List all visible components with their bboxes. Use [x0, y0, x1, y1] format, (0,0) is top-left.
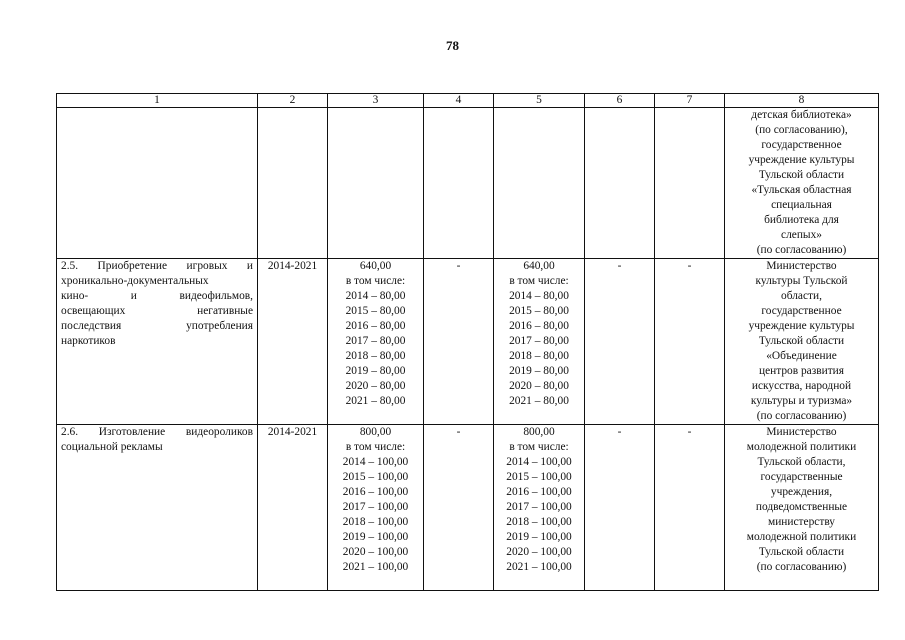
- cell-text-line: 2021 – 80,00: [509, 395, 569, 407]
- page-number: 78: [446, 38, 459, 53]
- cell-col-8: [725, 259, 879, 425]
- cell-text-line: 2020 – 80,00: [509, 380, 569, 392]
- cell-col-1: [57, 259, 258, 425]
- header-col-8: 8: [725, 94, 879, 108]
- cell-col-7: [655, 108, 725, 259]
- cell-col-1: [57, 425, 258, 591]
- cell-col-7: -: [655, 425, 725, 591]
- cell-text-line: 640,00: [359, 260, 392, 272]
- cell-text-line: 2014 – 100,00: [342, 456, 409, 468]
- cell-text-line: 2019 – 100,00: [506, 531, 572, 543]
- cell-col-2: 2014-2021: [258, 425, 328, 591]
- cell-text-line: (по согласованию): [756, 410, 847, 422]
- cell-text-line: слепых»: [781, 229, 822, 241]
- cell-text-line: Министерство: [766, 426, 837, 438]
- cell-word: и: [130, 290, 137, 302]
- cell-text-line: 2017 – 80,00: [345, 335, 406, 347]
- cell-text-line: 2019 – 80,00: [345, 365, 406, 377]
- cell-word: Приобретение: [97, 260, 168, 272]
- cell-text-line: учреждение культуры: [748, 154, 855, 166]
- cell-word: наркотиков: [61, 335, 116, 347]
- cell-col-1: [57, 108, 258, 259]
- cell-text-line: 640,00: [523, 260, 555, 272]
- header-col-4: 4: [424, 94, 494, 108]
- cell-text-line: [61, 259, 253, 274]
- header-col-2: 2: [258, 94, 328, 108]
- header-col-7: 7: [655, 94, 725, 108]
- cell-text-line: в том числе:: [509, 441, 569, 453]
- cell-text-line: центров развития: [758, 365, 845, 377]
- cell-word: кино-: [61, 290, 89, 302]
- cell-text-line: учреждения,: [770, 486, 833, 498]
- cell-text-line: [61, 274, 253, 289]
- cell-text-line: Тульской области: [758, 335, 845, 347]
- cell-col-5: [494, 425, 585, 591]
- cell-word: употребления: [186, 320, 253, 332]
- cell-text-line: министерству: [768, 516, 835, 528]
- cell-text-line: учреждение культуры: [748, 320, 855, 332]
- cell-text-line: Министерство: [766, 260, 837, 272]
- cell-col-3: [328, 259, 424, 425]
- cell-text-line: 2016 – 80,00: [509, 320, 569, 332]
- cell-text-line: специальная: [771, 199, 832, 211]
- cell-text-line: 2021 – 100,00: [342, 561, 409, 573]
- cell-text-line: [61, 304, 253, 319]
- cell-col-8: [725, 108, 879, 259]
- cell-text-line: 2018 – 80,00: [509, 350, 569, 362]
- cell-col-6: -: [585, 425, 655, 591]
- cell-text-line: 2019 – 100,00: [342, 531, 409, 543]
- cell-col-7: -: [655, 259, 725, 425]
- cell-word: негативные: [197, 305, 253, 317]
- cell-text-line: Тульской области: [758, 546, 845, 558]
- cell-text-line: [61, 319, 253, 334]
- cell-text-line: в том числе:: [345, 441, 406, 453]
- cell-word: 2.6.: [61, 426, 79, 438]
- cell-text-line: государственное: [761, 305, 842, 317]
- header-col-6: 6: [585, 94, 655, 108]
- cell-text-line: [61, 334, 253, 349]
- cell-text-line: 2015 – 100,00: [506, 471, 572, 483]
- table-header-row: [57, 94, 879, 108]
- cell-text-line: детская библиотека»: [751, 109, 852, 121]
- cell-col-6: [585, 108, 655, 259]
- cell-col-2: [258, 108, 328, 259]
- cell-col-3: [328, 108, 424, 259]
- cell-text-line: 800,00: [359, 426, 392, 438]
- cell-text-line: области,: [781, 290, 822, 302]
- cell-text-line: 2020 – 80,00: [345, 380, 406, 392]
- cell-text-line: Тульской области,: [757, 456, 846, 468]
- cell-word: и: [246, 260, 253, 272]
- cell-text-line: 2016 – 100,00: [342, 486, 409, 498]
- cell-text-line: 2017 – 100,00: [342, 501, 409, 513]
- header-col-1: 1: [57, 94, 258, 108]
- cell-text-line: [61, 440, 253, 455]
- cell-col-4: [424, 108, 494, 259]
- cell-word: Изготовление: [98, 426, 166, 438]
- header-col-5: 5: [494, 94, 585, 108]
- cell-text-line: (по согласованию): [756, 244, 847, 256]
- table-row: [57, 259, 879, 425]
- cell-text-line: библиотека для: [764, 214, 839, 226]
- cell-col-5: [494, 108, 585, 259]
- cell-text-line: 2020 – 100,00: [342, 546, 409, 558]
- cell-text-line: 800,00: [523, 426, 555, 438]
- cell-text-line: 2019 – 80,00: [509, 365, 569, 377]
- cell-text-line: культуры Тульской: [755, 275, 848, 287]
- cell-col-5: [494, 259, 585, 425]
- cell-text-line: 2021 – 100,00: [506, 561, 572, 573]
- cell-word: видеофильмов,: [179, 290, 253, 302]
- cell-text-line: молодежной политики: [746, 441, 857, 453]
- cell-col-6: -: [585, 259, 655, 425]
- cell-word: освещающих: [61, 305, 126, 317]
- cell-col-4: -: [424, 259, 494, 425]
- cell-text-line: 2017 – 80,00: [509, 335, 569, 347]
- cell-text-line: 2014 – 80,00: [509, 290, 569, 302]
- cell-word: последствия: [61, 320, 122, 332]
- cell-text-line: 2018 – 100,00: [342, 516, 409, 528]
- cell-text-line: искусства, народной: [751, 380, 852, 392]
- cell-text-line: «Тульская областная: [751, 184, 852, 196]
- cell-text-line: молодежной политики: [746, 531, 857, 543]
- cell-col-4: -: [424, 425, 494, 591]
- cell-text-line: (по согласованию): [756, 561, 847, 573]
- cell-text-line: «Объединение: [766, 350, 837, 362]
- cell-text-line: 2021 – 80,00: [345, 395, 406, 407]
- table-row: [57, 108, 879, 259]
- cell-col-2: 2014-2021: [258, 259, 328, 425]
- cell-text-line: (по согласованию),: [755, 124, 848, 136]
- cell-text-line: 2014 – 100,00: [506, 456, 572, 468]
- cell-word: игровых: [186, 260, 228, 272]
- cell-text-line: государственные: [760, 471, 843, 483]
- cell-text-line: 2015 – 80,00: [509, 305, 569, 317]
- cell-col-8: [725, 425, 879, 591]
- cell-text-line: [61, 289, 253, 304]
- cell-text-line: культуры и туризма»: [750, 395, 853, 407]
- program-table: [56, 93, 879, 591]
- table-row: [57, 425, 879, 591]
- cell-word: хроникально-документальных: [61, 275, 209, 287]
- cell-text-line: [61, 425, 253, 440]
- cell-text-line: 2015 – 100,00: [342, 471, 409, 483]
- cell-text-line: государственное: [761, 139, 842, 151]
- cell-text-line: Тульской области: [758, 169, 845, 181]
- cell-text-line: 2015 – 80,00: [345, 305, 406, 317]
- cell-word: 2.5.: [61, 260, 79, 272]
- cell-text-line: в том числе:: [345, 275, 406, 287]
- cell-col-3: [328, 425, 424, 591]
- cell-text-line: 2018 – 80,00: [345, 350, 406, 362]
- cell-text-line: подведомственные: [755, 501, 848, 513]
- cell-text-line: 2020 – 100,00: [506, 546, 572, 558]
- cell-word: видеороликов: [185, 426, 253, 438]
- cell-text-line: 2016 – 80,00: [345, 320, 406, 332]
- cell-text-line: 2016 – 100,00: [506, 486, 572, 498]
- cell-word: социальной рекламы: [61, 441, 163, 453]
- header-col-3: 3: [328, 94, 424, 108]
- cell-text-line: 2014 – 80,00: [345, 290, 406, 302]
- cell-text-line: в том числе:: [509, 275, 569, 287]
- cell-text-line: 2018 – 100,00: [506, 516, 572, 528]
- cell-text-line: 2017 – 100,00: [506, 501, 572, 513]
